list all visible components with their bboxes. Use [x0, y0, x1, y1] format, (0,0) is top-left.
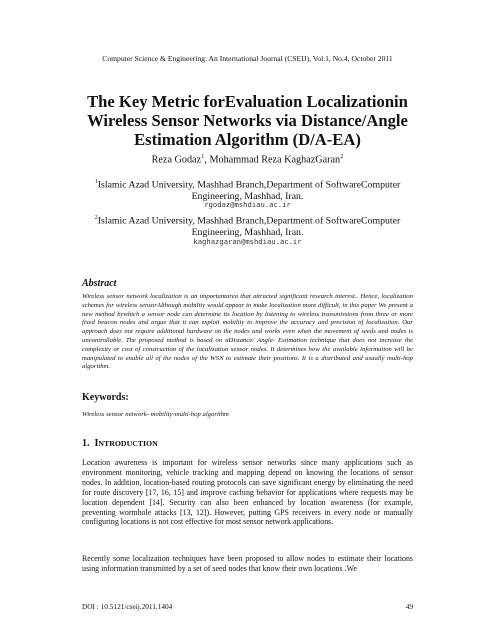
keywords-heading: Keywords: — [82, 392, 129, 403]
author-name: Mohammad Reza KaghazGaran — [209, 154, 341, 166]
abstract-heading: Abstract — [82, 278, 117, 289]
section-title-initial: I — [94, 438, 99, 449]
author-line — [0, 153, 495, 165]
affiliation-text: Islamic Azad University, Mashhad Branch,Department of SoftwareComputer Engineering, Mashhad, Iran. — [97, 179, 401, 203]
paper-title: The Key Metric forEvaluation Localizationin Wireless Sensor Networks via Distance/Angle Estimation Algorithm (D/A-EA) — [87, 92, 408, 149]
abstract-text: Wireless sensor network localization is an importantarea that attracted significant research interest.. Hence, localization schemes for wireless sensorAlthough mobility would appear to make localization more difficult, in this paper We present a new method bywhich a sensor node can determine its location by listening to wireless transmissions from three or more fixed beacon nodes and argue that it can exploit mobility to improve the accuracy and precision of localization. Our approach does not require additional hardware on the nodes and works even when the movement of seeds and nodes is uncontrollable. The proposed method is based on aDistance/ Angle- Estimation technique that does not increase the complexity or cost of construction of the localization sensor nodes. It determines how the available information will be manipulated to enable all of the nodes of the WSN to estimate their positions. It is a distributed and usually multi-hop algorithm. — [82, 293, 413, 371]
body-paragraph: Location awareness is important for wireless sensor networks since many applications such as environment monitoring, vehicle tracking and mapping depend on knowing the locations of sensor nodes. In addition, location-based routing protocols can save significant energy by eliminating the need for route discovery [17, 16, 15] and improve caching behavior for applications where requests may be location dependent [14]. Security can also been enhanced by location awareness (for example, preventing wormhole attacks [13, 12]). However, putting GPS receivers in every node or manually configuring locations is not cost effective for most sensor network applications. — [82, 458, 413, 527]
body-paragraph: Recently some localization techniques have been proposed to allow nodes to estimate their locations using information transmitted by a set of seed nodes that know their own locations .We — [82, 554, 413, 573]
footer-doi: DOI : 10.5121/cseij.2011.1404 — [82, 602, 173, 611]
affiliation-mark: 2 — [94, 215, 98, 221]
section-heading — [82, 438, 158, 449]
keywords-text: Wireless sensor network- mobility-multi-hop algorithm — [82, 411, 229, 418]
author-email[interactable]: kaghazgaran@mshdiau.ac.ir — [193, 237, 302, 246]
affiliation-mark: 1 — [94, 179, 98, 185]
author-affiliation-mark: 2 — [340, 153, 344, 160]
section-title-rest: NTRODUCTION — [98, 439, 158, 448]
journal-header: Computer Science & Engineering: An International Journal (CSEIJ), Vol.1, No.4, October 2011 — [102, 54, 393, 63]
section-number: 1. — [82, 438, 90, 449]
author-separator: , — [204, 154, 210, 166]
author-affiliation-mark: 1 — [201, 153, 205, 160]
page-number: 49 — [405, 602, 413, 611]
author-email[interactable]: rgodaz@mshdiau.ac.ir — [204, 200, 291, 209]
affiliation — [90, 212, 405, 239]
author-name: Reza Godaz — [151, 154, 202, 166]
affiliation-text: Islamic Azad University, Mashhad Branch,Department of SoftwareComputer Engineering, Mashhad, Iran. — [97, 215, 401, 239]
